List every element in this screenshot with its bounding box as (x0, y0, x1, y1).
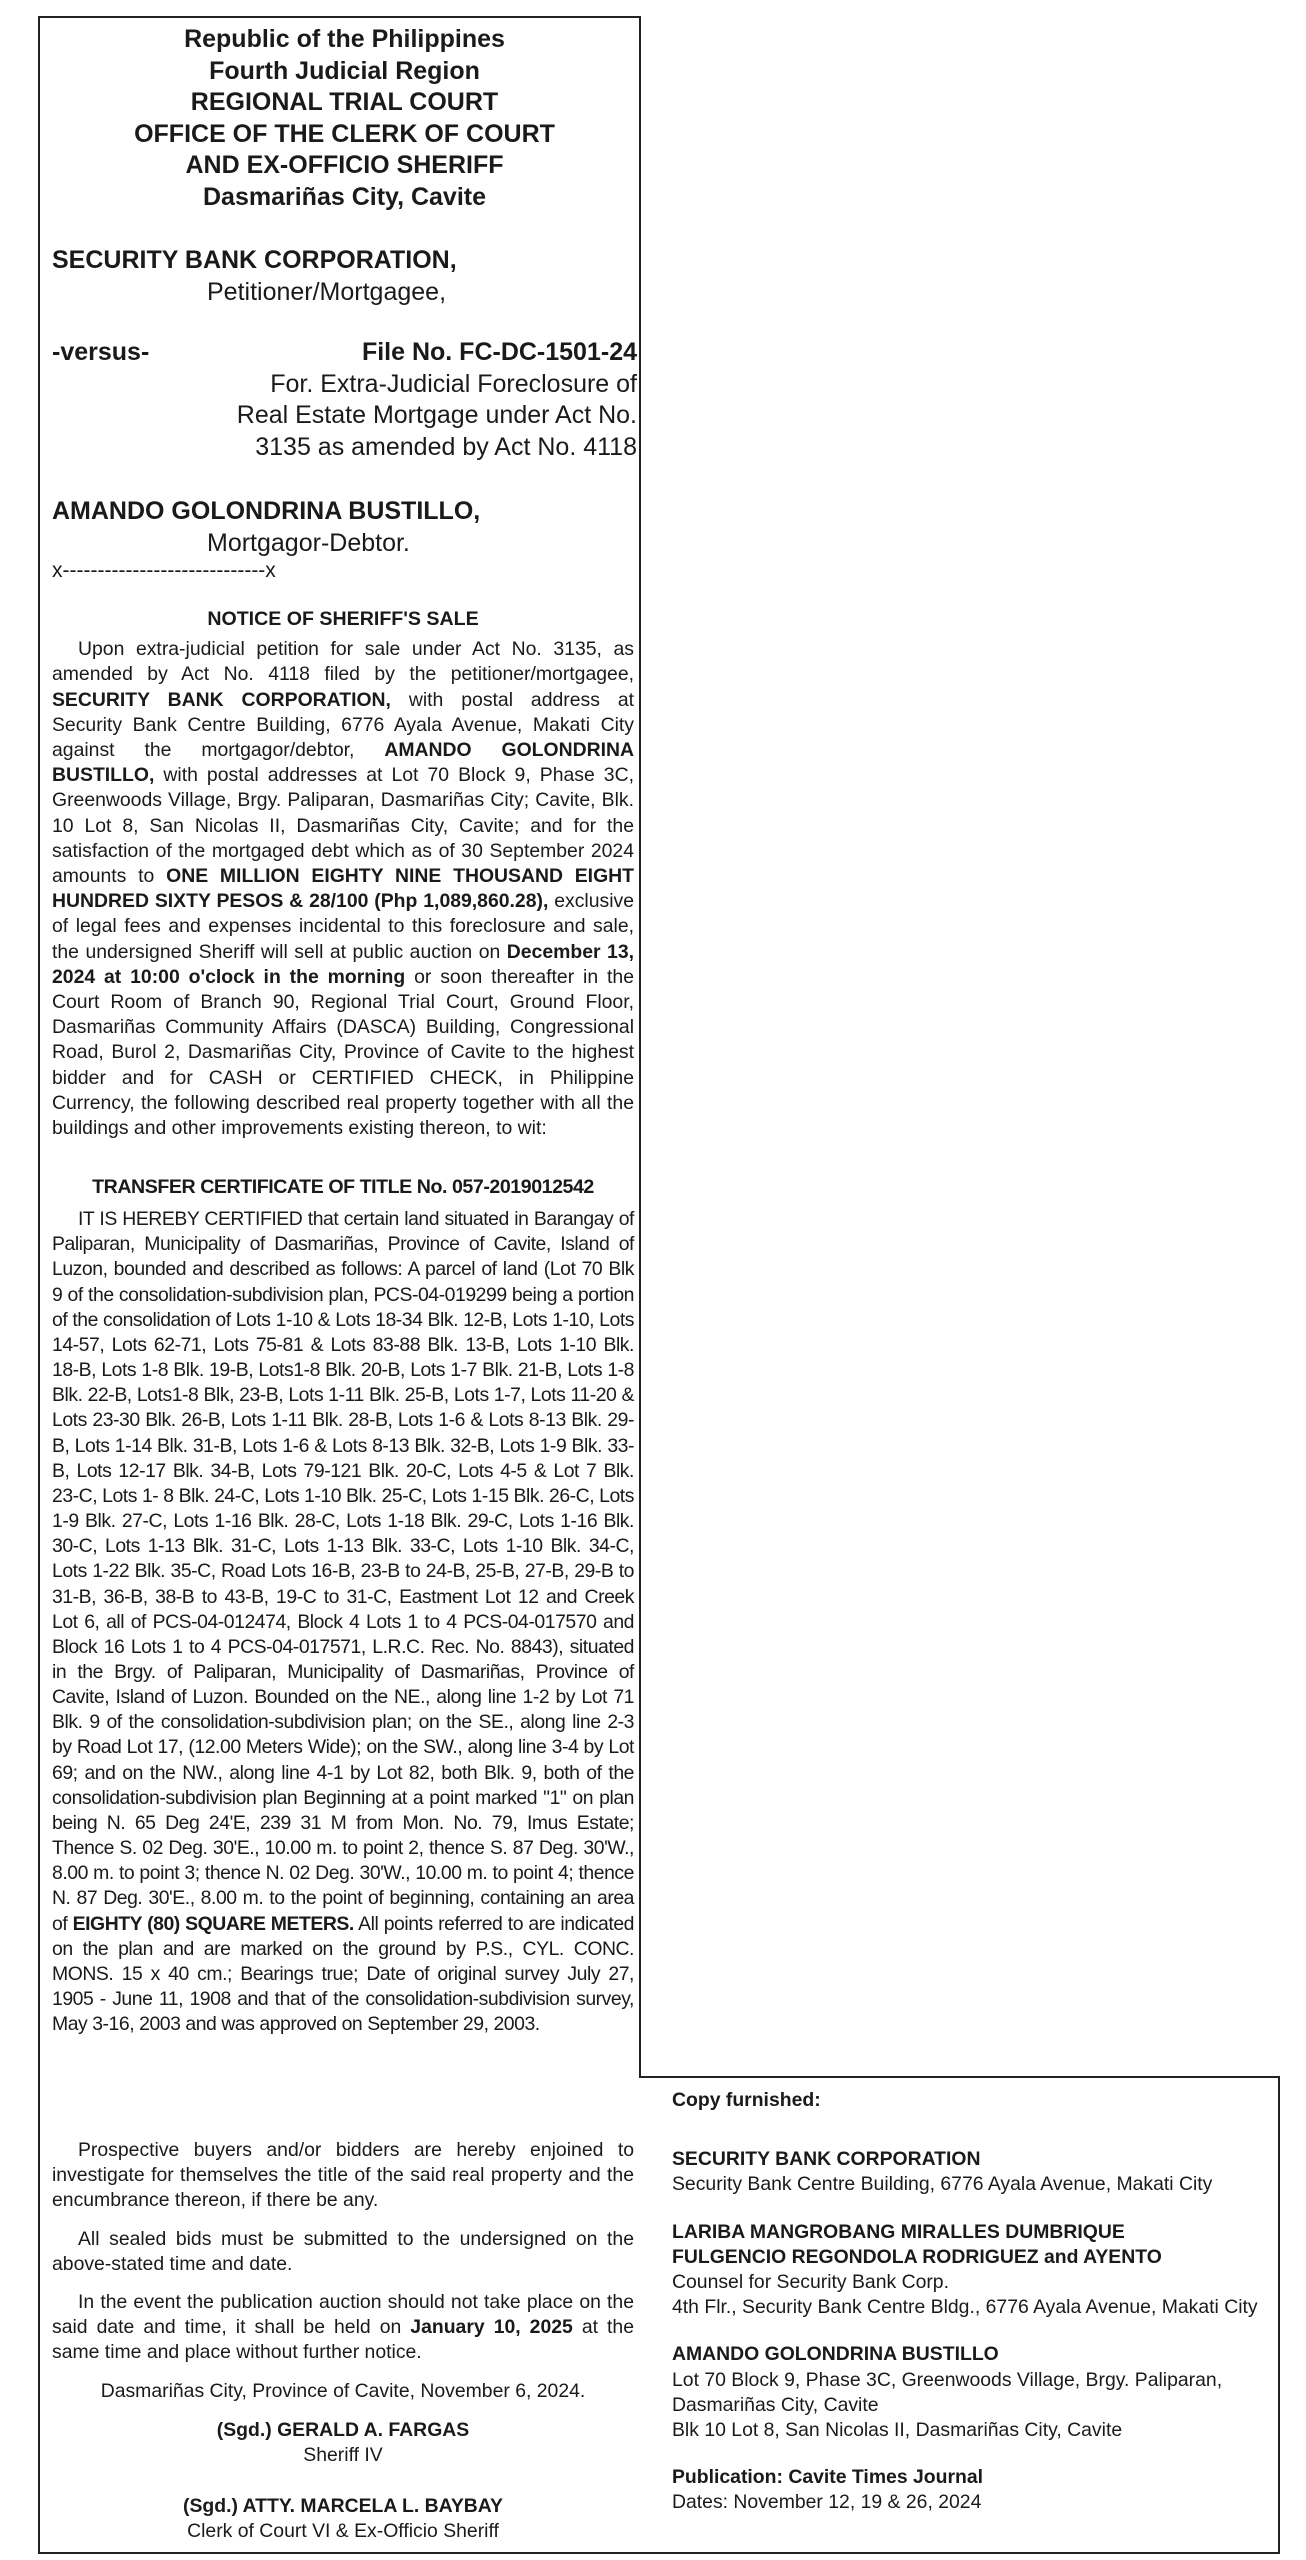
court-line-clerk: OFFICE OF THE CLERK OF COURT (134, 119, 555, 148)
frame-bottom-rule (38, 2552, 1280, 2554)
case-caption-respondent (52, 496, 637, 583)
tct-heading: TRANSFER CERTIFICATE OF TITLE No. 057-2019012542 (92, 1176, 594, 1198)
recipient-3-address-1: Lot 70 Block 9, Phase 3C, Greenwoods Village, Brgy. Paliparan, Dasmariñas City, Cavite (672, 2368, 1223, 2416)
court-line-republic: Republic of the Philippines (184, 25, 505, 53)
frame-left-rule (38, 16, 40, 2554)
petitioner-role: Petitioner/Mortgagee, (207, 277, 447, 306)
publication-dates: Dates: November 12, 19 & 26, 2024 (672, 2491, 982, 2514)
recipient-counsel (672, 2220, 1272, 2321)
versus-label: -versus- (52, 338, 150, 366)
clerk-name: (Sgd.) ATTY. MARCELA L. BAYBAY (183, 2495, 503, 2517)
recipient-2-name-line2: FULGENCIO REGONDOLA RODRIGUEZ and AYENTO (672, 2245, 1162, 2268)
notice-title: NOTICE OF SHERIFF'S SALE (207, 608, 479, 630)
court-line-rtc: REGIONAL TRIAL COURT (190, 88, 499, 116)
publication-info (672, 2465, 1272, 2515)
tct-description: IT IS HEREBY CERTIFIED that certain land situated in Barangay of Paliparan, Municipality of Dasmariñas, Province of Cavite, Island of Luzon, bounded and described as follows: A parcel of land (Lot 70 Blk 9 of the consolidation-subdivision plan, PCS-04-019299 being a portion of the consolidation of Lots 1-10 & Lots 18-34 Blk. 12-B, Lots 1-10, Lots 14-57, Lots 62-71, Lots 75-81 & Lots 83-88 Blk. 13-B, Lots 1-10 Blk. 18-B, Lots 1-8 Blk. 19-B, Lots1-8 Blk. 20-B, Lots 1-7 Blk. 21-B, Lots 1-8 Blk. 22-B, Lots1-8 Blk, 23-B, Lots 1-11 Blk. 25-B, Lots 1-7, Lots 11-20 & Lots 23-30 Blk. 26-B, Lots 1-11 Blk. 28-B, Lots 1-6 & Lots 8-13 Blk. 29-B, Lots 1-14 Blk. 31-B, Lots 1-6 & Lots 8-13 Blk. 32-B, Lots 1-9 Blk. 33-B, Lots 12-17 Blk. 34-B, Lots 79-121 Blk. 20-C, Lots 4-5 & Lot 7 Blk. 23-C, Lots 1- 8 Blk. 24-C, Lots 1-10 Blk. 25-C, Lots 1-15 Blk. 26-C, Lots 1-9 Blk. 27-C, Lots 1-16 Blk. 28-C, Lots 1-18 Blk. 29-C, Lots 1-16 Blk. 30-C, Lots 1-13 Blk. 31-C, Lots 1-13 Blk. 33-C, Lots 1-10 Blk. 34-C, Lots 1-22 Blk. 35-C, Road Lots 16-B, 23-B to 24-B, 25-B, 27-B, 29-B to 31-B, 36-B, 38-B to 43-B, 19-C to 31-C, Eastment Lot 12 and Creek Lot 6, all of PCS-04-012474, Block 4 Lots 1 to 4 PCS-04-017570 and Block 16 Lots 1 to 4 PCS-04-017571, L.R.C. Rec. No. 8843), situated in the Brgy. of Paliparan, Municipality of Dasmariñas, Province of Cavite, Island of Luzon. Bounded on the NE., along line 1-2 by Lot 71 Blk. 9 of the consolidation-subdivision plan; on the SE., along line 2-3 by Road Lot 17, (12.00 Meters Wide); on the SW., along line 3-4 by Lot 69; and on the NW., along line 4-1 by Lot 82, both Blk. 9, both of the consolidation-subdivision plan Beginning at a point marked "1" on plan being N. 65 Deg 24'E, 239 31 M from Mon. No. 79, Imus Estate; Thence S. 02 Deg. 30'E., 10.00 m. to point 2, thence S. 87 Deg. 30'W., 8.00 m. to point 3; thence N. 02 Deg. 30'W., 10.00 m. to point 4; thence N. 87 Deg. 30'E., 8.00 m. to the point of beginning, containing an area of EIGHTY (80) SQUARE METERS. All points referred to are indicated on the plan and are marked on the ground by P.S., CYL. CONC. MONS. 15 x 40 cm.; Bearings true; Date of original survey July 27, 1905 - June 11, 1908 and that of the consolidation-subdivision survey, May 3-16, 2003 and was approved on September 29, 2003. (52, 1208, 634, 2036)
case-caption-file (52, 337, 637, 463)
recipient-2-name-line1: LARIBA MANGROBANG MIRALLES DUMBRIQUE (672, 2220, 1125, 2243)
place-and-date: Dasmariñas City, Province of Cavite, November 6, 2024. (100, 2379, 586, 2402)
publication-name: Publication: Cavite Times Journal (672, 2466, 984, 2489)
notice-paragraph-2: Prospective buyers and/or bidders are hereby enjoined to investigate for themselves the title of the said real property and the encumbrance thereon, if there be any. (52, 2139, 634, 2212)
sheriff-title: Sheriff IV (303, 2444, 383, 2466)
clerk-signature (52, 2494, 634, 2544)
frame-top-rule (38, 16, 641, 18)
notice-closing (52, 2138, 634, 2417)
petitioner-name: SECURITY BANK CORPORATION, (52, 246, 457, 274)
case-nature-line1: For. Extra-Judicial Foreclosure of (270, 369, 637, 398)
case-caption-petitioner (52, 245, 637, 308)
tct-section (52, 1175, 634, 2037)
copy-furnished-box (672, 2088, 1272, 2516)
notice-paragraph-1: Upon extra-judicial petition for sale under Act No. 3135, as amended by Act No. 4118 filed by the petitioner/mortgagee, SECURITY BANK CORPORATION, with postal address at Security Bank Centre Building, 6776 Ayala Avenue, Makati City against the mortgagor/debtor, AMANDO GOLONDRINA BUSTILLO, with postal addresses at Lot 70 Block 9, Phase 3C, Greenwoods Village, Brgy. Paliparan, Dasmariñas City; Cavite, Blk. 10 Lot 8, San Nicolas II, Dasmariñas City, Cavite; and for the satisfaction of the mortgaged debt which as of 30 September 2024 amounts to ONE MILLION EIGHTY NINE THOUSAND EIGHT HUNDRED SIXTY PESOS & 28/100 (Php 1,089,860.28), exclusive of legal fees and expenses incidental to this foreclosure and sale, the undersigned Sheriff will sell at public auction on December 13, 2024 at 10:00 o'clock in the morning or soon thereafter in the Court Room of Branch 90, Regional Trial Court, Ground Floor, Dasmariñas Community Affairs (DASCA) Building, Congressional Road, Burol 2, Dasmariñas City, Province of Cavite to the highest bidder and for CASH or CERTIFIED CHECK, in Philippine Currency, the following described real property together with all the buildings and other improvements existing thereon, to wit: (52, 638, 635, 1140)
court-line-region: Fourth Judicial Region (209, 56, 480, 85)
case-nature-line3: 3135 as amended by Act No. 4118 (255, 432, 637, 461)
caption-separator: x-----------------------------x (52, 559, 276, 582)
notice-paragraph-3: All sealed bids must be submitted to the undersigned on the above-stated time and date. (52, 2227, 634, 2275)
recipient-1-name: SECURITY BANK CORPORATION (672, 2148, 981, 2171)
copy-box-right-rule (1278, 2076, 1280, 2554)
court-line-sheriff: AND EX-OFFICIO SHERIFF (185, 151, 504, 179)
notice-paragraph-4: In the event the publication auction should not take place on the said date and time, it shall be held on January 10, 2025 at the same time and place without further notice. (52, 2291, 634, 2364)
sheriff-signature (52, 2418, 634, 2468)
respondent-name: AMANDO GOLONDRINA BUSTILLO, (52, 497, 481, 525)
court-line-city: Dasmariñas City, Cavite (203, 182, 486, 211)
recipient-1-address: Security Bank Centre Building, 6776 Ayala Avenue, Makati City (672, 2173, 1213, 2196)
clerk-title: Clerk of Court VI & Ex-Officio Sheriff (187, 2520, 499, 2542)
recipient-3-address-2: Blk 10 Lot 8, San Nicolas II, Dasmariñas City, Cavite (672, 2419, 1123, 2442)
recipient-3-name: AMANDO GOLONDRINA BUSTILLO (672, 2343, 999, 2366)
sheriff-name: (Sgd.) GERALD A. FARGAS (216, 2419, 470, 2441)
recipient-security-bank (672, 2147, 1272, 2197)
court-header (52, 24, 637, 213)
case-nature-line2: Real Estate Mortgage under Act No. (236, 401, 637, 429)
recipient-mortgagor (672, 2342, 1272, 2443)
frame-mid-rule (639, 16, 641, 2078)
copy-box-top-rule (639, 2076, 1280, 2078)
notice-body (52, 607, 634, 1141)
recipient-2-role: Counsel for Security Bank Corp. (672, 2271, 949, 2294)
recipient-2-address: 4th Flr., Security Bank Centre Bldg., 6776 Ayala Avenue, Makati City (672, 2296, 1258, 2319)
file-number: File No. FC-DC-1501-24 (361, 338, 637, 366)
copy-furnished-label: Copy furnished: (672, 2089, 821, 2111)
respondent-role: Mortgagor-Debtor. (207, 528, 410, 557)
